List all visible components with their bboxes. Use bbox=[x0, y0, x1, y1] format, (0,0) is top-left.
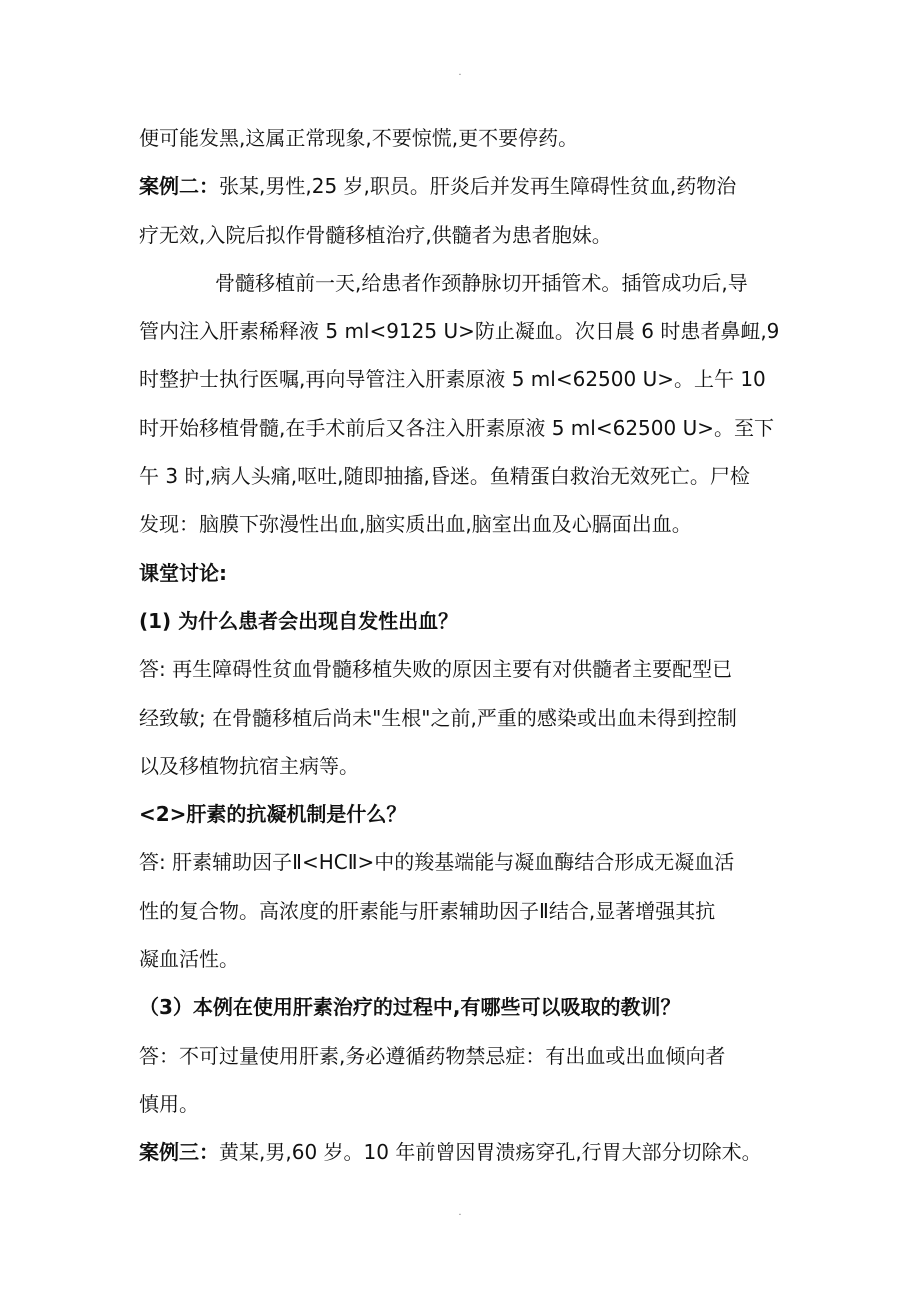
case-two-label: 案例二： bbox=[139, 174, 219, 199]
answer-line: 经致敏; 在骨髓移植后尚未"生根"之前,严重的感染或出血未得到控制 bbox=[139, 705, 737, 730]
case-two-text: 张某,男性,25 岁,职员。肝炎后并发再生障碍性贫血,药物治 bbox=[219, 174, 737, 199]
page-top-mark: . bbox=[458, 67, 462, 78]
paragraph-line: 午 3 时,病人头痛,呕吐,随即抽搐,昏迷。鱼精蛋白救治无效死亡。尸检 bbox=[139, 464, 750, 489]
case-three-label: 案例三： bbox=[139, 1140, 219, 1165]
page-bottom-mark: . bbox=[458, 1207, 462, 1218]
paragraph-line: 便可能发黑,这属正常现象,不要惊慌,更不要停药。 bbox=[139, 126, 579, 150]
paragraph-line: 时整护士执行医嘱,再向导管注入肝素原液 5 ml<62500 U>。上午 10 bbox=[139, 367, 766, 392]
paragraph-line: 骨髓移植前一天,给患者作颈静脉切开插管术。插管成功后,导 bbox=[215, 270, 748, 295]
question-2: <2>肝素的抗凝机制是什么？ bbox=[139, 802, 407, 827]
answer-line: 以及移植物抗宿主病等。 bbox=[139, 753, 359, 778]
case-three-line bbox=[139, 1128, 799, 1176]
document-body bbox=[139, 114, 799, 1177]
paragraph-line: 疗无效,入院后拟作骨髓移植治疗,供髓者为患者胞妹。 bbox=[139, 222, 612, 247]
paragraph-line: 时开始移植骨髓,在手术前后又各注入肝素原液 5 ml<62500 U>。至下 bbox=[139, 415, 774, 440]
paragraph-line: 管内注入肝素稀释液 5 ml<9125 U>防止凝血。次日晨 6 时患者鼻衄,9 bbox=[139, 319, 780, 344]
answer-line: 凝血活性。 bbox=[139, 947, 239, 972]
question-3: （3）本例在使用肝素治疗的过程中,有哪些可以吸取的教训？ bbox=[139, 995, 681, 1020]
answer-line: 答：不可过量使用肝素,务必遵循药物禁忌症：有出血或出血倾向者 bbox=[139, 1043, 726, 1068]
case-two-line bbox=[139, 162, 799, 210]
paragraph-line: 发现：脑膜下弥漫性出血,脑实质出血,脑室出血及心膈面出血。 bbox=[139, 512, 692, 537]
answer-line: 慎用。 bbox=[139, 1091, 199, 1116]
answer-line: 性的复合物。高浓度的肝素能与肝素辅助因子Ⅱ结合,显著增强其抗 bbox=[139, 898, 716, 923]
answer-line: 答: 肝素辅助因子Ⅱ<HCⅡ>中的羧基端能与凝血酶结合形成无凝血活 bbox=[139, 850, 735, 875]
question-1: (1) 为什么患者会出现自发性出血？ bbox=[139, 608, 459, 633]
case-three-text: 黄某,男,60 岁。10 年前曾因胃溃疡穿孔,行胃大部分切除术。 bbox=[219, 1140, 762, 1165]
discussion-heading: 课堂讨论: bbox=[139, 560, 227, 585]
answer-line: 答: 再生障碍性贫血骨髓移植失败的原因主要有对供髓者主要配型已 bbox=[139, 657, 733, 682]
